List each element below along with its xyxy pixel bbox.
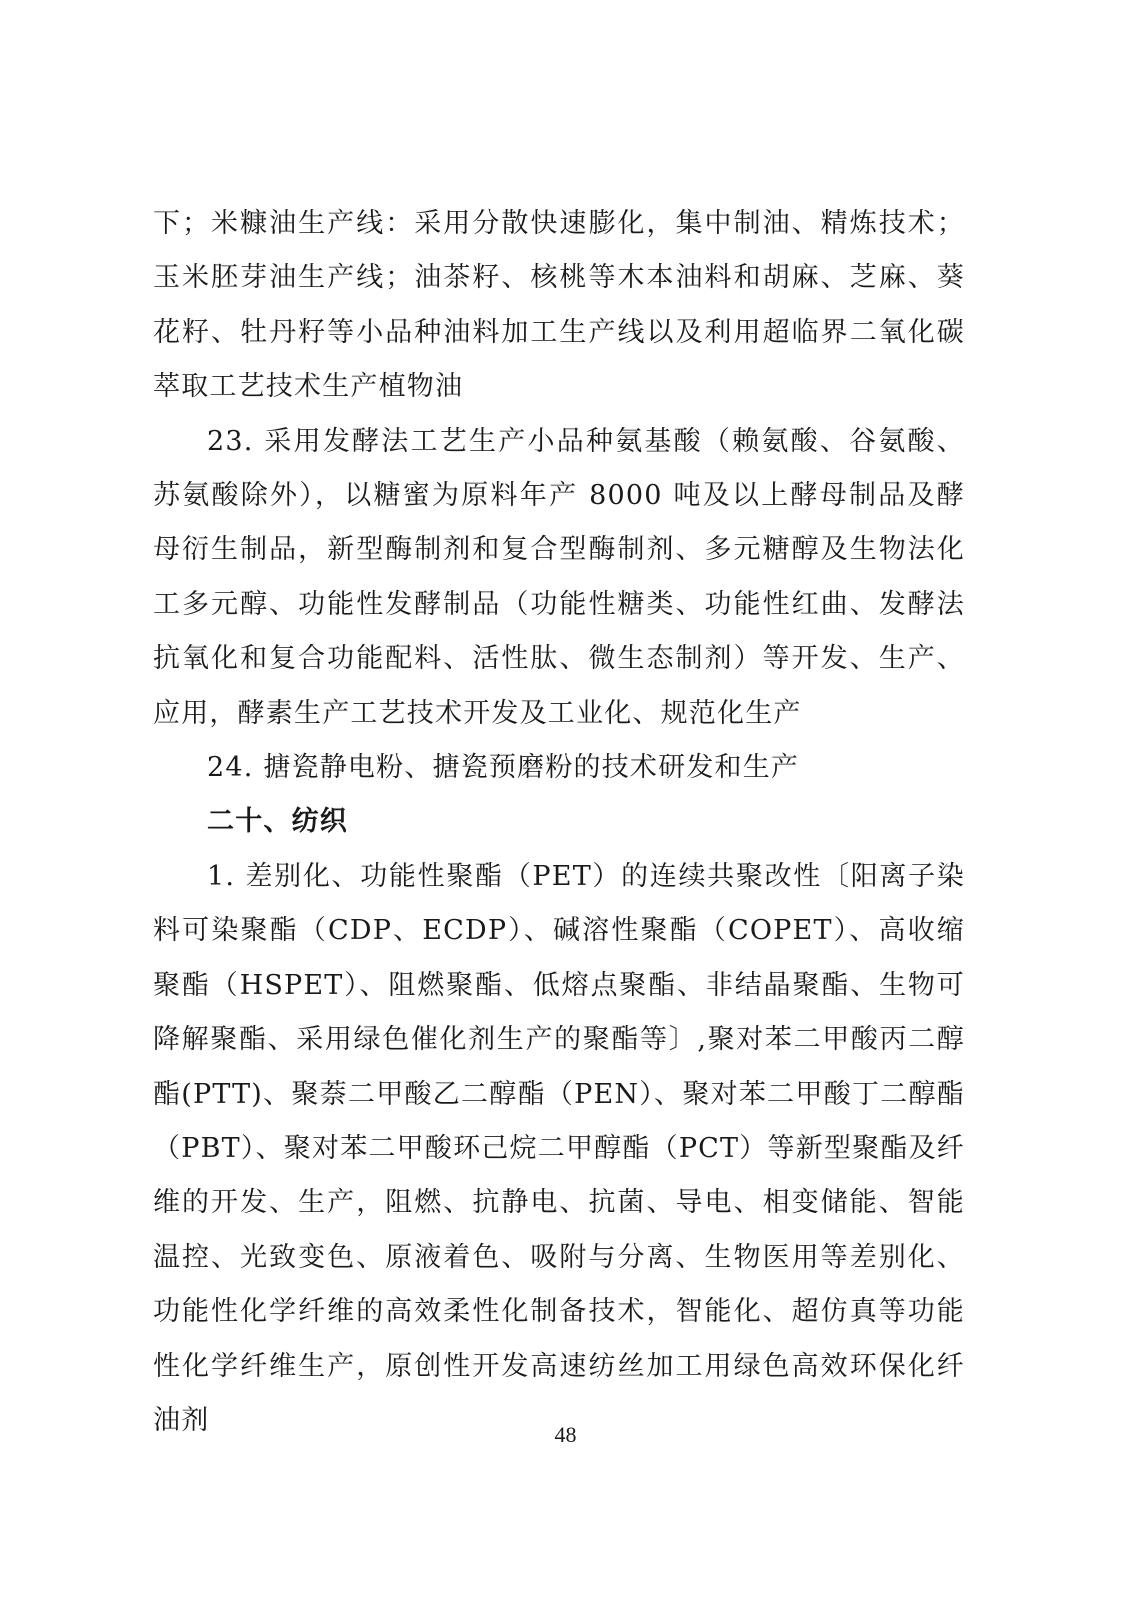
paragraph-textile-item-1: 1. 差别化、功能性聚酯（PET）的连续共聚改性〔阳离子染料可染聚酯（CDP、ECDP）、碱溶性聚酯（COPET）、高收缩聚酯（HSPET）、阻燃聚酯、低熔点聚酯、非结晶聚酯、生物可降解聚酯、采用绿色催化剂生产的聚酯等〕,聚对苯二甲酸丙二醇酯(PTT)、聚萘二甲酸乙二醇酯（PEN）、聚对苯二甲酸丁二醇酯（PBT）、聚对苯二甲酸环己烷二甲醇酯（PCT）等新型聚酯及纤维的开发、生产，阻燃、抗静电、抗菌、导电、相变储能、智能温控、光致变色、原液着色、吸附与分离、生物医用等差别化、功能性化学纤维的高效柔性化制备技术，智能化、超仿真等功能性化学纤维生产，原创性开发高速纺丝加工用绿色高效环保化纤油剂 bbox=[153, 860, 965, 1436]
paragraph-item-23: 23. 采用发酵法工艺生产小品种氨基酸（赖氨酸、谷氨酸、苏氨酸除外），以糖蜜为原料年产 8000 吨及以上酵母制品及酵母衍生制品，新型酶制剂和复合型酶制剂、多元糖醇及生物法化工多元醇、功能性发酵制品（功能性糖类、功能性红曲、发酵法抗氧化和复合功能配料、活性肽、微生态制剂）等开发、生产、应用，酵素生产工艺技术开发及工业化、规范化生产 bbox=[153, 425, 965, 729]
page-body bbox=[153, 197, 965, 1448]
page-number: 48 bbox=[554, 1422, 577, 1447]
paragraph-item-24: 24. 搪瓷静电粉、搪瓷预磨粉的技术研发和生产 bbox=[207, 752, 800, 784]
section-heading: 二十、纺织 bbox=[207, 806, 348, 838]
paragraph-continuation: 下；米糠油生产线：采用分散快速膨化，集中制油、精炼技术；玉米胚芽油生产线；油茶籽、核桃等木本油料和胡麻、芝麻、葵花籽、牡丹籽等小品种油料加工生产线以及利用超临界二氧化碳萃取工艺技术生产植物油 bbox=[153, 208, 965, 403]
